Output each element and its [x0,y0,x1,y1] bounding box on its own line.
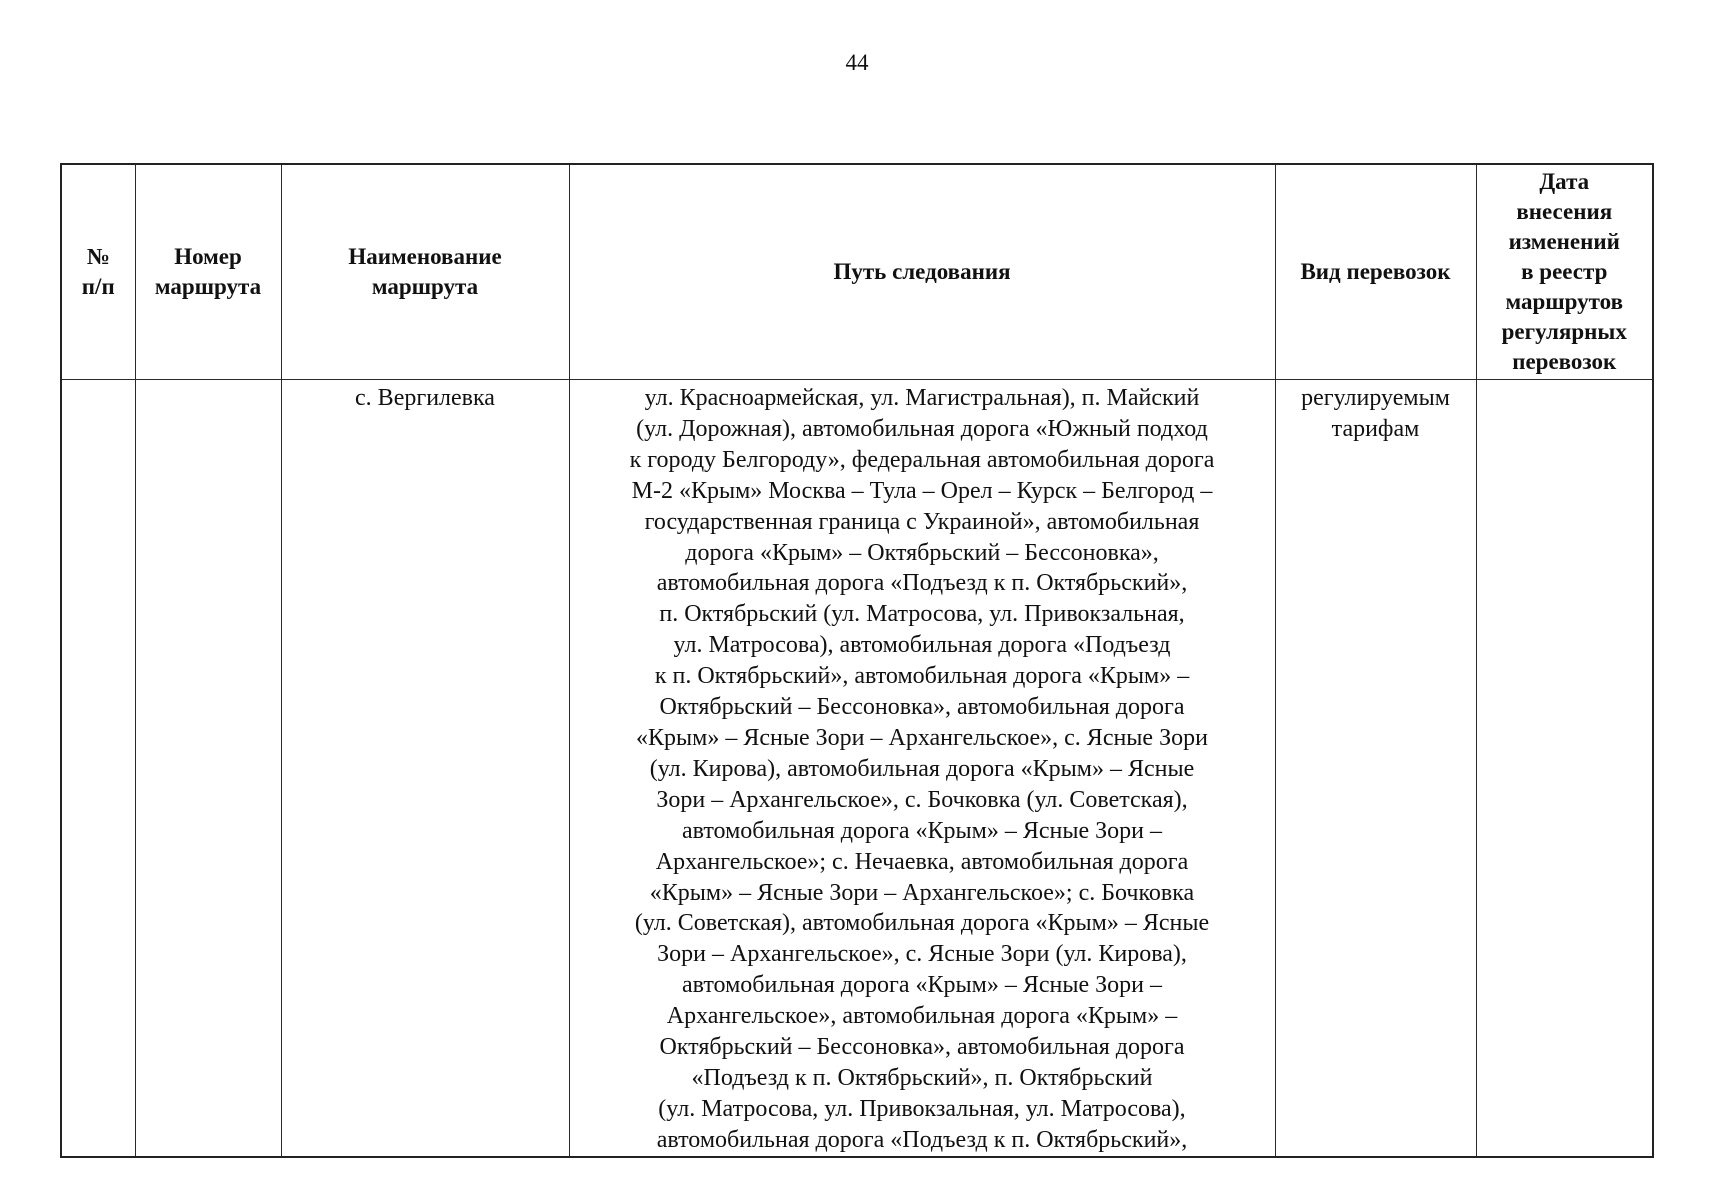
path-line: Архангельское», автомобильная дорога «Крым» – [666,1003,1178,1030]
header-change-date-line: в реестр [1521,259,1608,284]
transport-type-line: тарифам [1331,415,1420,442]
path-line: к городу Белгороду», федеральная автомобильная дорога [629,446,1215,473]
path-line: Октябрьский – Бессоновка», автомобильная дорога [659,1034,1185,1061]
transport-type-line: регулируемым [1301,385,1450,411]
path-line: п. Октябрьский (ул. Матросова, ул. Привокзальная, [659,601,1185,628]
header-change-date-line: внесения [1516,199,1613,224]
header-path [569,164,1275,380]
header-transport-type [1275,164,1476,380]
cell-route-name-text: с. Вергилевка [355,385,495,411]
cell-transport-type [1275,380,1476,1157]
path-line: Архангельское»; с. Нечаевка, автомобильная дорога [655,848,1189,875]
path-line: Октябрьский – Бессоновка», автомобильная дорога [659,694,1185,721]
path-line: автомобильная дорога «Подъезд к п. Октябрьский», [656,1126,1188,1153]
header-route-number-line: Номер [174,244,242,269]
cell-route-name [281,380,569,1157]
header-change-date-line: изменений [1508,229,1620,254]
path-line: ул. Матросова), автомобильная дорога «Подъезд [673,632,1171,659]
table-row [61,380,1653,1157]
path-line: (ул. Матросова, ул. Привокзальная, ул. Матросова), [658,1095,1186,1122]
path-line: «Крым» – Ясные Зори – Архангельское», с. Ясные Зори [636,724,1208,751]
header-change-date [1476,164,1653,380]
header-path-line: Путь следования [833,259,1011,284]
path-line: Зори – Архангельское», с. Ясные Зори (ул. Кирова), [657,941,1187,968]
path-line: «Подъезд к п. Октябрьский», п. Октябрьский [691,1064,1153,1091]
path-line: «Крым» – Ясные Зори – Архангельское»; с. Бочковка [649,879,1195,906]
path-line: государственная граница с Украиной», автомобильная [644,508,1200,535]
path-line: (ул. Кирова), автомобильная дорога «Крым» – Ясные [649,755,1195,782]
path-line: М-2 «Крым» Москва – Тула – Орел – Курск – Белгород – [631,477,1213,504]
header-route-name-line: Наименование [348,244,502,269]
page-number: 44 [845,50,869,75]
header-number [61,164,135,380]
header-number-line: № [86,244,110,269]
path-line: к п. Октябрьский», автомобильная дорога «Крым» – [654,663,1190,690]
header-route-number [135,164,281,380]
path-line: ул. Красноармейская, ул. Магистральная), п. Майский [644,385,1200,411]
cell-change-date [1476,380,1653,1157]
path-line: (ул. Советская), автомобильная дорога «Крым» – Ясные [634,910,1210,937]
cell-route-number [135,380,281,1157]
path-line: автомобильная дорога «Крым» – Ясные Зори – [682,972,1162,999]
path-line: (ул. Дорожная), автомобильная дорога «Южный подход [636,415,1208,442]
cell-number [61,380,135,1157]
header-transport-type-line: Вид перевозок [1300,259,1451,284]
header-change-date-line: Дата [1539,169,1590,194]
header-change-date-line: маршрутов [1505,289,1624,314]
path-line: автомобильная дорога «Подъезд к п. Октябрьский», [656,570,1188,597]
path-line: Зори – Архангельское», с. Бочковка (ул. Советская), [656,786,1188,813]
header-route-name-line: маршрута [371,274,479,299]
table-header-row [61,164,1653,380]
header-route-number-line: маршрута [154,274,262,299]
header-number-line: п/п [81,274,115,299]
header-route-name [281,164,569,380]
path-line: автомобильная дорога «Крым» – Ясные Зори – [682,817,1162,844]
header-change-date-line: регулярных [1501,319,1627,344]
header-change-date-line: перевозок [1512,349,1617,374]
route-registry-table [60,163,1654,1158]
cell-path [569,380,1275,1157]
path-line: дорога «Крым» – Октябрьский – Бессоновка», [685,539,1159,566]
